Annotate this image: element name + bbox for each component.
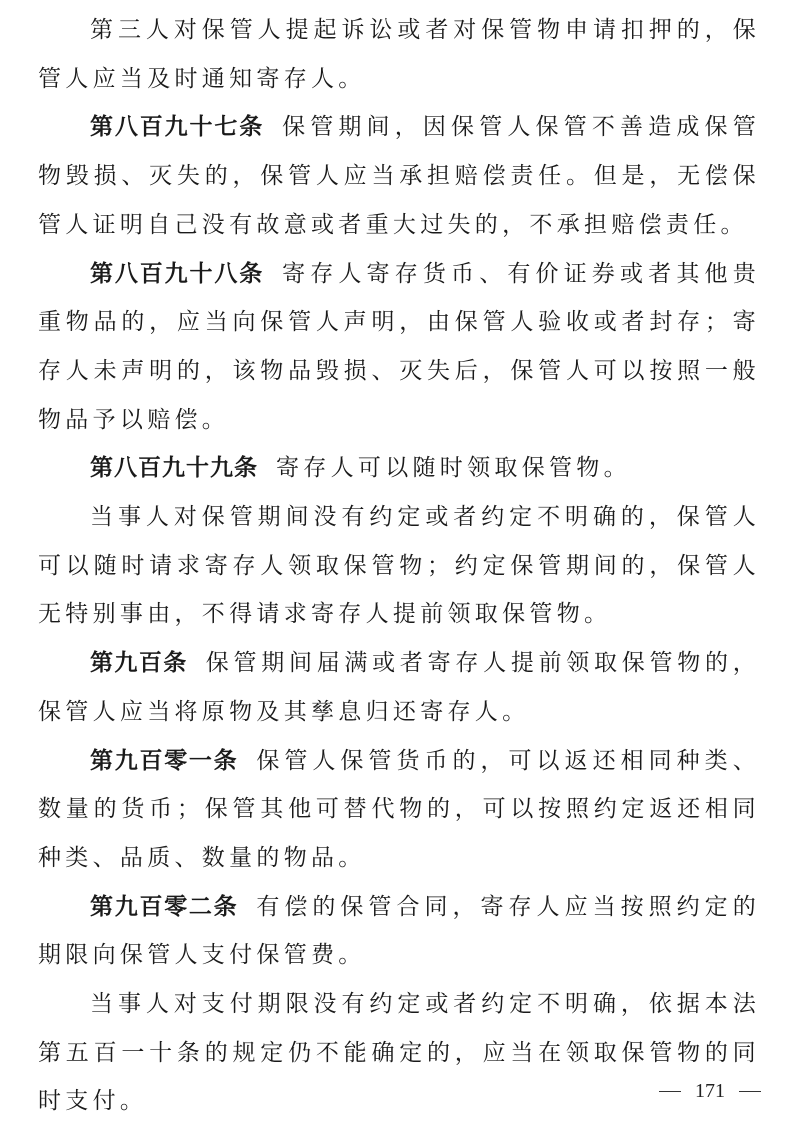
paragraph-text: 当事人对保管期间没有约定或者约定不明确的，保管人可以随时请求寄存人领取保管物；约定保管期间的，保管人无特别事由，不得请求寄存人提前领取保管物。 (38, 504, 760, 628)
paragraph (38, 103, 760, 249)
paragraph (38, 444, 760, 493)
article-number: 第八百九十七条 (90, 113, 265, 141)
dash-right (739, 1091, 761, 1092)
article-number: 第八百九十八条 (90, 259, 265, 287)
paragraph (38, 6, 760, 103)
paragraph (38, 639, 760, 736)
paragraph-text: 寄存人寄存货币、有价证券或者其他贵重物品的，应当向保管人声明，由保管人验收或者封存；寄存人未声明的，该物品毁损、灭失后，保管人可以按照一般物品予以赔偿。 (38, 260, 760, 433)
paragraph (38, 883, 760, 980)
paragraph-text: 有偿的保管合同，寄存人应当按照约定的期限向保管人支付保管费。 (38, 893, 761, 969)
paragraph (38, 737, 760, 883)
paragraph (38, 250, 760, 445)
dash-left (659, 1091, 681, 1092)
body-text (38, 6, 760, 1126)
paragraph-text: 第三人对保管人提起诉讼或者对保管物申请扣押的，保管人应当及时通知寄存人。 (38, 17, 760, 92)
paragraph (38, 493, 760, 639)
paragraph-text: 保管期间，因保管人保管不善造成保管物毁损、灭失的，保管人应当承担赔偿责任。但是，无偿保管人证明自己没有故意或者重大过失的，不承担赔偿责任。 (38, 114, 760, 238)
paragraph-text: 保管人保管货币的，可以返还相同种类、数量的货币；保管其他可替代物的，可以按照约定返还相同种类、品质、数量的物品。 (38, 747, 761, 871)
page-footer (659, 1080, 761, 1103)
page-number: 171 (695, 1080, 725, 1102)
paragraph (38, 980, 760, 1126)
article-number: 第九百条 (90, 649, 188, 677)
paragraph-text: 寄存人可以随时领取保管物。 (276, 455, 631, 482)
article-number: 第九百零二条 (90, 892, 239, 920)
article-number: 第九百零一条 (90, 746, 239, 774)
paragraph-text: 当事人对支付期限没有约定或者约定不明确，依据本法第五百一十条的规定仍不能确定的，应当在领取保管物的同时支付。 (38, 991, 760, 1115)
paragraph-text: 保管期间届满或者寄存人提前领取保管物的，保管人应当将原物及其孳息归还寄存人。 (38, 650, 761, 725)
article-number: 第八百九十九条 (90, 454, 258, 482)
